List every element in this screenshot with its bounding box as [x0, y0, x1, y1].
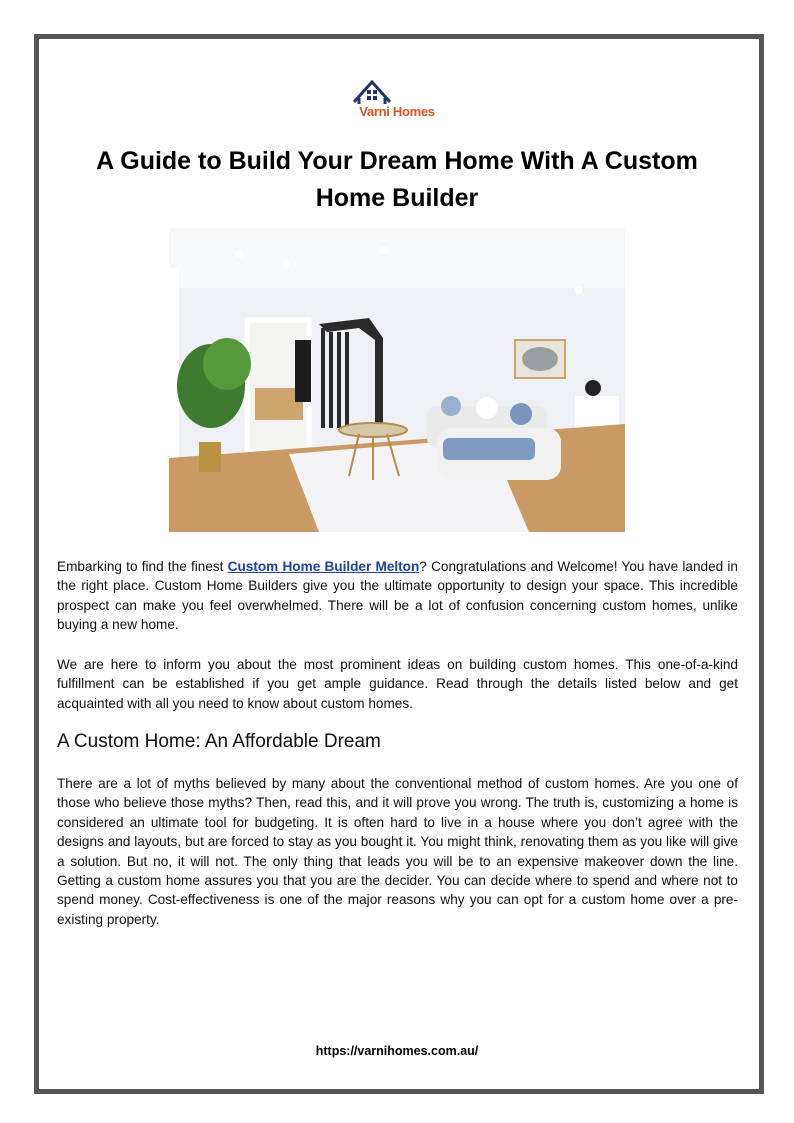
- section-heading: A Custom Home: An Affordable Dream: [57, 731, 381, 752]
- varni-homes-logo[interactable]: [350, 78, 444, 126]
- page-title: A Guide to Build Your Dream Home With A Custom Home Builder: [96, 147, 698, 212]
- footer-url[interactable]: https://varnihomes.com.au/: [315, 1044, 479, 1058]
- logo-text: Varni Homes: [359, 104, 435, 119]
- body-paragraph: There are a lot of myths believed by many about the conventional method of custom homes. Are you one of those who believe those myths? Then, read this, and it will prove you wrong. The truth is, customizing a home is considered an ultimate tool for budgeting. It is often hard to live in a house where you don’t agree with the designs and layouts, but are forced to stay as you bought it. You might think, renovating them as you like will give a solution. But no, it will not. The only thing that leads you will be to an expensive makeover down the line. Getting a custom home assures you that you are the decider. You can decide where to spend and where not to spend money. Cost-effectiveness is one of the major reasons why you can opt for a custom home over a pre-existing property.: [57, 776, 738, 927]
- custom-home-builder-melton-link[interactable]: Custom Home Builder Melton: [227, 559, 420, 574]
- intro-text-start: Embarking to find the finest: [57, 559, 228, 574]
- intro-text-end: ? Congratulations and Welcome! You have landed in the right place. Custom Home Builders give you the ultimate opportunity to design your space. This incredible prospect can make you feel overwhelmed. There will be a lot of confusion concerning custom homes, unlike buying a new home.: [57, 559, 738, 633]
- intro-paragraph: [57, 557, 738, 635]
- living-room-photo: [169, 228, 625, 532]
- info-paragraph: We are here to inform you about the most prominent ideas on building custom homes. This one-of-a-kind fulfillment can be established if you get ample guidance. Read through the details listed below and get acquainted with all you need to know about custom homes.: [57, 657, 738, 711]
